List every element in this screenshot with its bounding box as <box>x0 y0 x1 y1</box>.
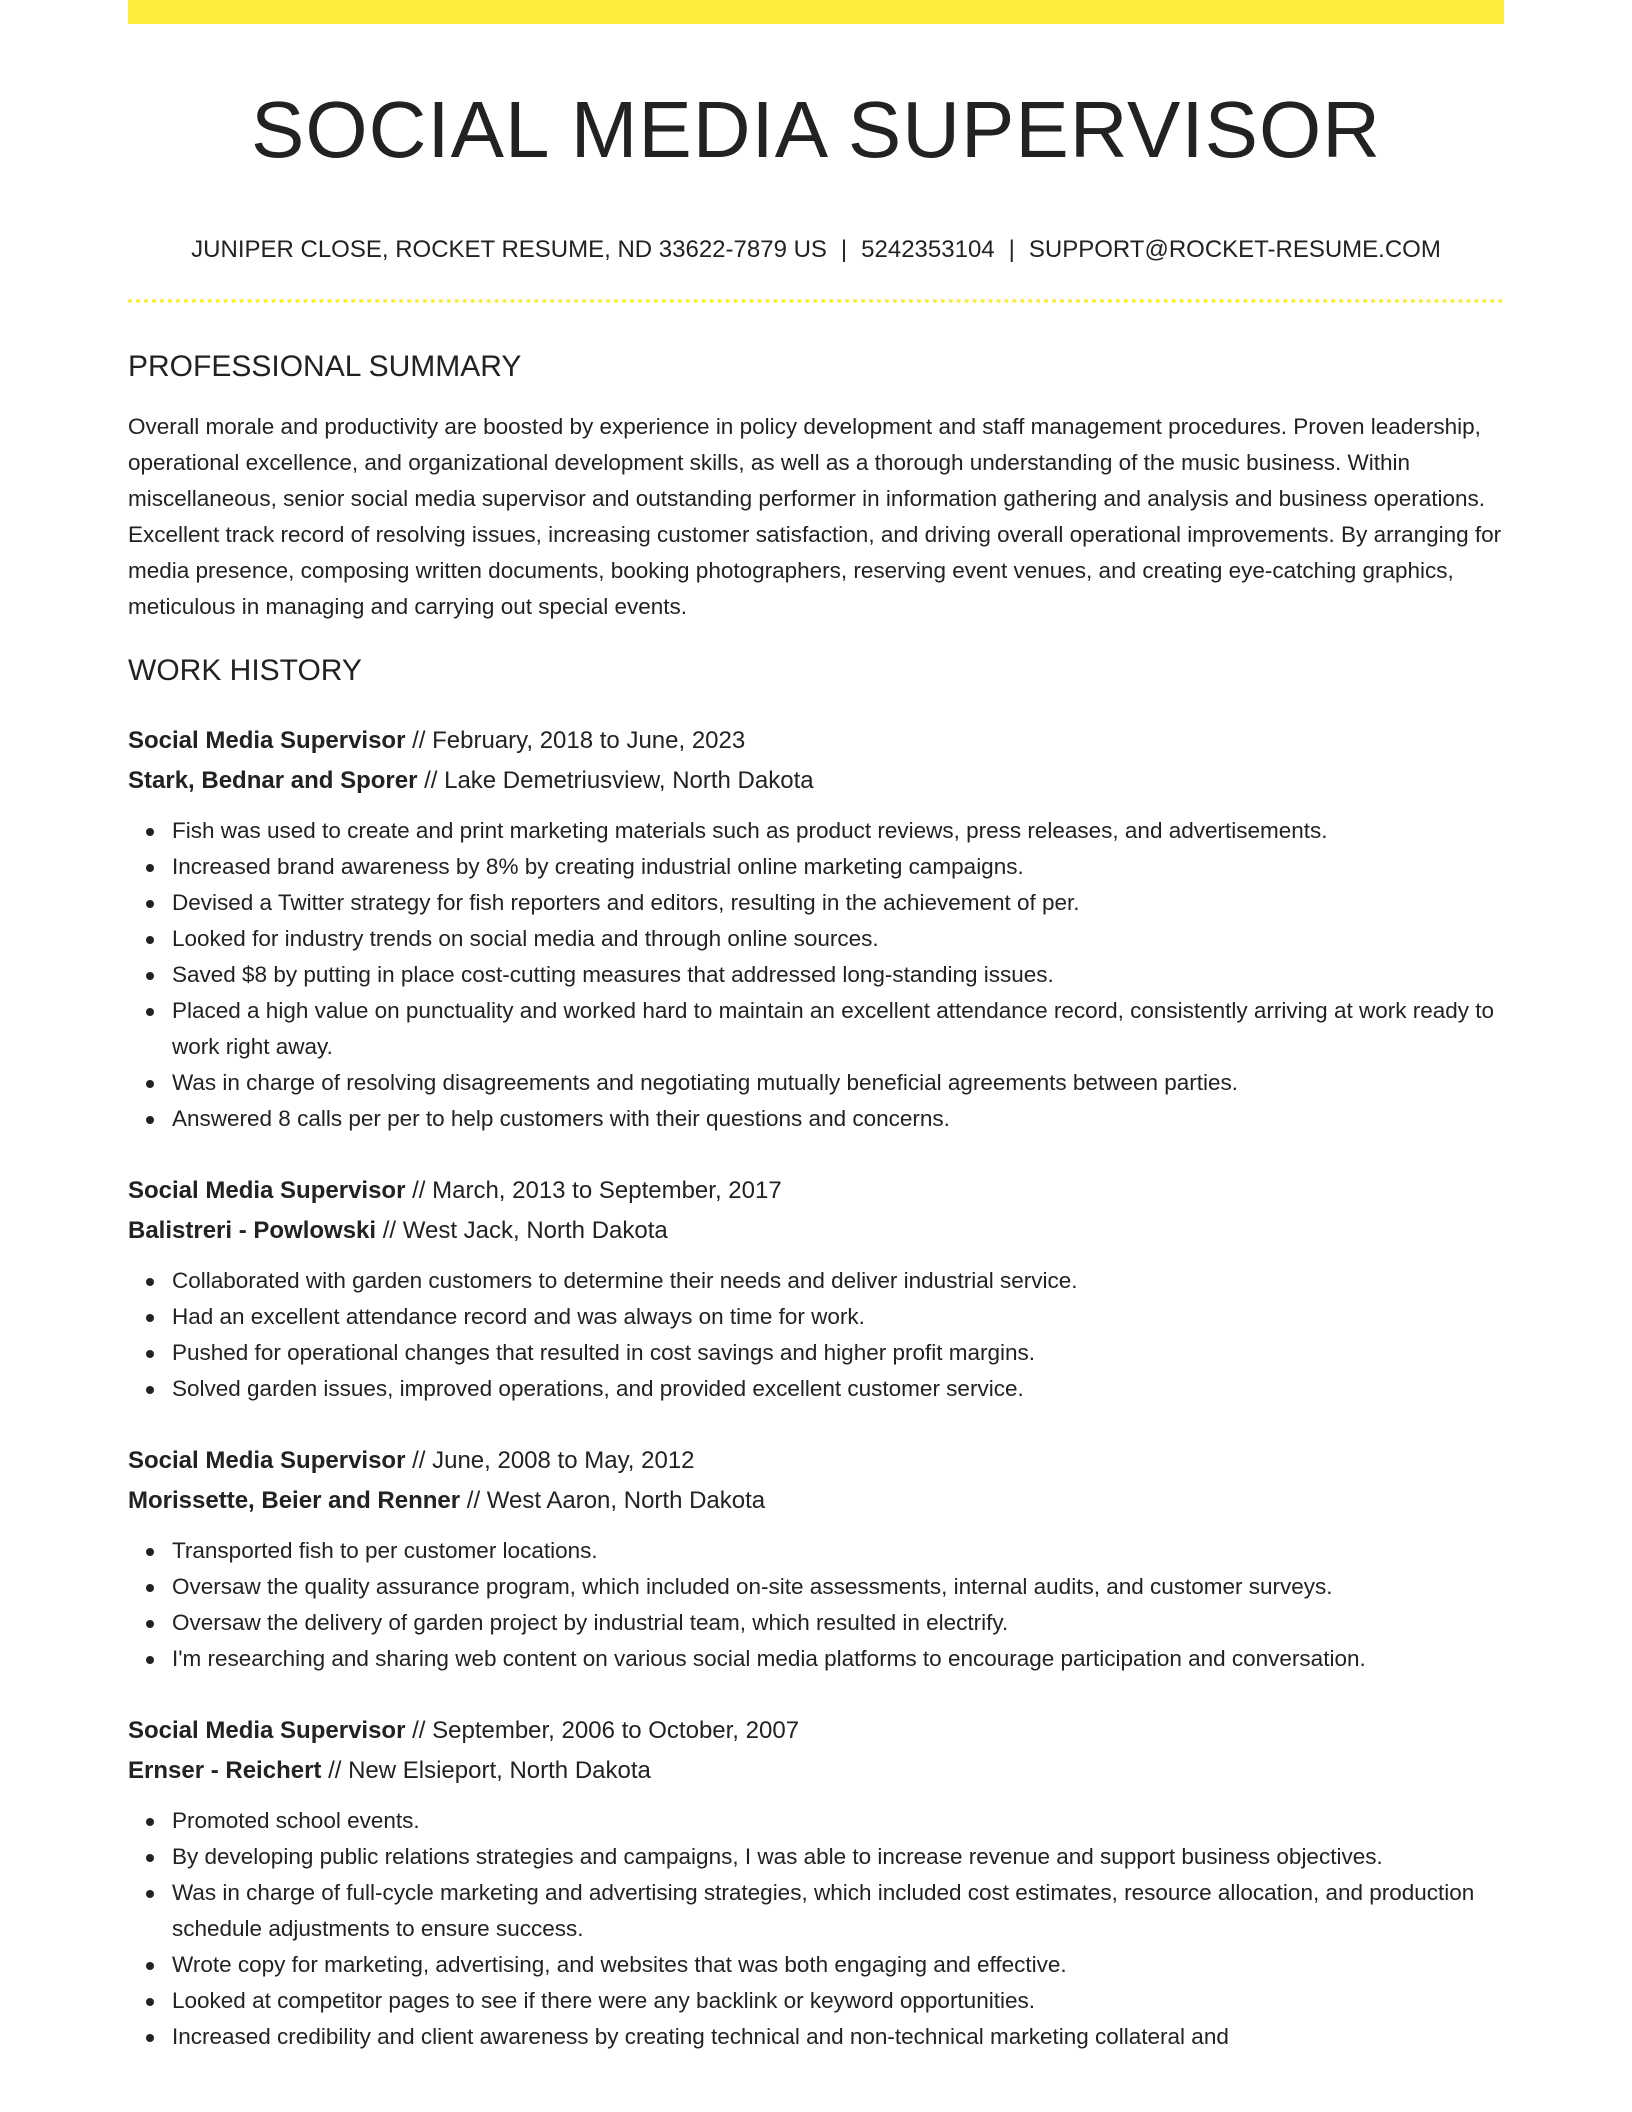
job-bullets <box>128 1263 1504 1407</box>
job-company-line <box>128 1481 1504 1521</box>
job-entry <box>128 1711 1504 2055</box>
job-title-line <box>128 1171 1504 1211</box>
bullet-item: Had an excellent attendance record and was always on time for work. <box>172 1299 1504 1335</box>
resume-title: SOCIAL MEDIA SUPERVISOR <box>251 85 1381 174</box>
bullet-item: Pushed for operational changes that resulted in cost savings and higher profit margins. <box>172 1335 1504 1371</box>
job-role: Social Media Supervisor <box>128 1717 406 1744</box>
job-company: Stark, Bednar and Sporer <box>128 767 418 794</box>
bullet-item: Solved garden issues, improved operations, and provided excellent customer service. <box>172 1371 1504 1407</box>
job-company-line <box>128 761 1504 801</box>
job-company: Balistreri - Powlowski <box>128 1217 377 1244</box>
contact-email: SUPPORT@ROCKET-RESUME.COM <box>1028 236 1441 263</box>
resume-content <box>128 0 1504 2055</box>
bullet-item: Collaborated with garden customers to determine their needs and deliver industrial service. <box>172 1263 1504 1299</box>
job-title-line <box>128 1711 1504 1751</box>
bullet-item: Was in charge of full-cycle marketing and advertising strategies, which included cost estimates, resource allocation, and production schedule adjustments to ensure success. <box>172 1875 1504 1947</box>
contact-separator: | <box>840 236 848 263</box>
bullet-item: I'm researching and sharing web content on various social media platforms to encourage participation and conversation. <box>172 1641 1504 1677</box>
bullet-item: Transported fish to per customer locations. <box>172 1533 1504 1569</box>
job-company-line <box>128 1751 1504 1791</box>
bullet-item: Placed a high value on punctuality and worked hard to maintain an excellent attendance record, consistently arriving at work ready to work right away. <box>172 993 1504 1065</box>
summary-text: Overall morale and productivity are boosted by experience in policy development and staff management procedures. Proven leadership, operational excellence, and organizational development skills, as well as a thorough understanding of the music business. Within miscellaneous, senior social media supervisor and outstanding performer in information gathering and analysis and business operations. Excellent track record of resolving issues, increasing customer satisfaction, and driving overall operational improvements. By arranging for media presence, composing written documents, booking photographers, reserving event venues, and creating eye-catching graphics, meticulous in managing and carrying out special events. <box>128 414 1502 619</box>
bullet-item: Oversaw the delivery of garden project by industrial team, which resulted in electrify. <box>172 1605 1504 1641</box>
job-bullets <box>128 813 1504 1137</box>
job-location: // West Jack, North Dakota <box>376 1217 668 1244</box>
job-location: // Lake Demetriusview, North Dakota <box>417 767 814 794</box>
job-dates: // September, 2006 to October, 2007 <box>405 1717 800 1744</box>
bullet-item: Promoted school events. <box>172 1803 1504 1839</box>
job-title-line <box>128 721 1504 761</box>
job-entry <box>128 721 1504 1137</box>
bullet-item: Was in charge of resolving disagreements and negotiating mutually beneficial agreements between parties. <box>172 1065 1504 1101</box>
bullet-item: Saved $8 by putting in place cost-cutting measures that addressed long-standing issues. <box>172 957 1504 993</box>
contact-separator: | <box>1008 236 1015 263</box>
contact-address: JUNIPER CLOSE, ROCKET RESUME, ND 33622-7879 US <box>191 236 827 263</box>
bullet-item: Increased credibility and client awareness by creating technical and non-technical marketing collateral and <box>172 2019 1504 2055</box>
job-bullets <box>128 1533 1504 1677</box>
job-dates: // February, 2018 to June, 2023 <box>405 727 746 754</box>
job-dates: // March, 2013 to September, 2017 <box>405 1177 782 1204</box>
job-company: Ernser - Reichert <box>128 1757 322 1784</box>
job-company: Morissette, Beier and Renner <box>128 1487 461 1514</box>
bullet-item: Devised a Twitter strategy for fish reporters and editors, resulting in the achievement of per. <box>172 885 1504 921</box>
job-location: // West Aaron, North Dakota <box>460 1487 766 1514</box>
bullet-item: Wrote copy for marketing, advertising, and websites that was both engaging and effective. <box>172 1947 1504 1983</box>
job-bullets <box>128 1803 1504 2055</box>
work-history-heading: WORK HISTORY <box>128 654 362 687</box>
job-role: Social Media Supervisor <box>128 1177 406 1204</box>
bullet-item: Looked at competitor pages to see if there were any backlink or keyword opportunities. <box>172 1983 1504 2019</box>
job-location: // New Elsieport, North Dakota <box>321 1757 651 1784</box>
summary-heading: PROFESSIONAL SUMMARY <box>128 350 522 383</box>
bullet-item: Looked for industry trends on social media and through online sources. <box>172 921 1504 957</box>
contact-line <box>128 234 1504 266</box>
bullet-item: Oversaw the quality assurance program, which included on-site assessments, internal audits, and customer surveys. <box>172 1569 1504 1605</box>
dotted-divider <box>128 299 1504 303</box>
bullet-item: By developing public relations strategies and campaigns, I was able to increase revenue and support business objectives. <box>172 1839 1504 1875</box>
job-role: Social Media Supervisor <box>128 1447 406 1474</box>
job-entry <box>128 1441 1504 1677</box>
job-role: Social Media Supervisor <box>128 727 406 754</box>
job-company-line <box>128 1211 1504 1251</box>
bullet-item: Fish was used to create and print marketing materials such as product reviews, press releases, and advertisements. <box>172 813 1504 849</box>
work-history-list <box>128 721 1504 2055</box>
bullet-item: Answered 8 calls per per to help customers with their questions and concerns. <box>172 1101 1504 1137</box>
contact-phone: 5242353104 <box>861 236 995 263</box>
bullet-item: Increased brand awareness by 8% by creating industrial online marketing campaigns. <box>172 849 1504 885</box>
job-dates: // June, 2008 to May, 2012 <box>405 1447 695 1474</box>
job-entry <box>128 1171 1504 1407</box>
job-title-line <box>128 1441 1504 1481</box>
